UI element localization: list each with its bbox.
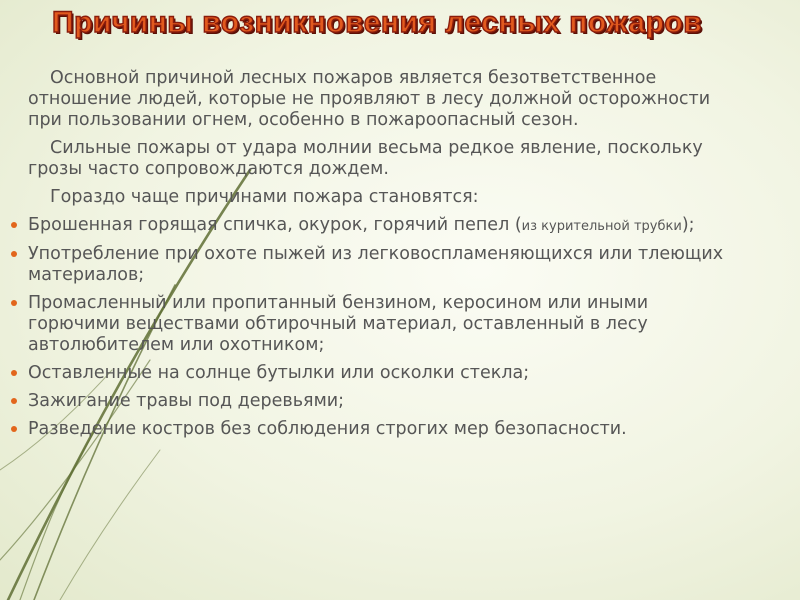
list-item-text: Оставленные на солнце бутылки или осколки стекла; — [28, 363, 530, 383]
bullet-dot-icon — [11, 426, 17, 432]
list-item-text: Разведение костров без соблюдения строгих мер безопасности. — [28, 419, 627, 439]
bullet-dot-icon — [11, 300, 17, 306]
list-item-text: Брошенная горящая спичка, окурок, горячий пепел ( — [28, 215, 522, 235]
bullet-dot-icon — [11, 398, 17, 404]
bullet-dot-icon — [11, 251, 17, 257]
list-item-text: Промасленный или пропитанный бензином, керосином или иными горючими веществами обтирочный материал, оставленный в лесу автолюбителем или охотником; — [28, 293, 649, 355]
list-item — [28, 363, 728, 384]
list-item — [28, 391, 728, 412]
list-item-text: Зажигание травы под деревьями; — [28, 391, 345, 411]
list-item — [28, 419, 728, 440]
bullet-dot-icon — [11, 370, 17, 376]
paragraph-main-cause: Основной причиной лесных пожаров является безответственное отношение людей, которые не проявляют в лесу должной осторожности при пользовании огнем, особенно в пожароопасный сезон. — [28, 68, 711, 130]
paragraph-causes-intro: Гораздо чаще причинами пожара становятся: — [50, 187, 479, 207]
list-item — [28, 293, 728, 356]
list-item — [28, 244, 728, 286]
slide-title: Причины возникновения лесных пожаров — [52, 6, 703, 39]
causes-list — [28, 215, 728, 440]
bullet-dot-icon — [11, 222, 17, 228]
slide-body — [28, 68, 728, 447]
list-item — [28, 215, 728, 237]
paragraph-lightning: Сильные пожары от удара молнии весьма редкое явление, поскольку грозы часто сопровождаются дождем. — [28, 138, 703, 179]
list-item-text: Употребление при охоте пыжей из легковоспламеняющихся или тлеющих материалов; — [28, 244, 724, 285]
list-item-note: из курительной трубки — [521, 219, 682, 234]
list-item-text-end: ); — [681, 215, 695, 235]
